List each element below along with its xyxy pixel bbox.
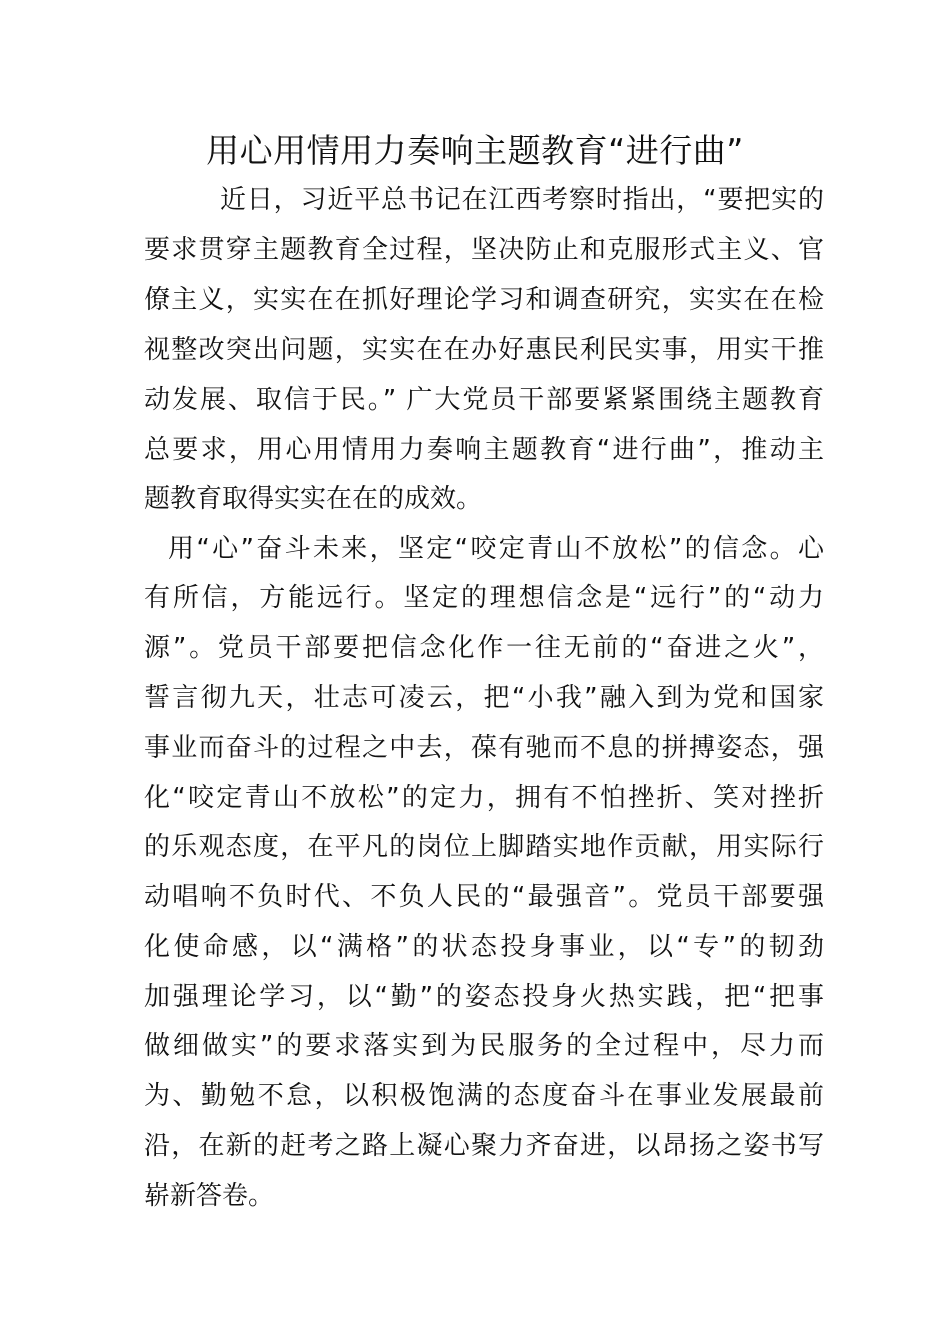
paragraph-1-line-1: 近日，习近平总书记在江西考察时指出，“要把实的 [220, 185, 824, 215]
paragraph-1-line-7: 题教育取得实实在在的成效。 [144, 484, 483, 514]
paragraph-2-line-13: 沿，在新的赶考之路上凝心聚力齐奋进，以昂扬之姿书写 [144, 1131, 824, 1161]
paragraph-1-line-6: 总要求，用心用情用力奏响主题教育“进行曲”，推动主 [144, 435, 824, 465]
paragraph-2-line-2: 有所信，方能远行。坚定的理想信念是“远行”的“动力 [144, 583, 824, 613]
paragraph-1-line-2: 要求贯穿主题教育全过程，坚决防止和克服形式主义、官 [144, 235, 824, 265]
paragraph-2-line-4: 誓言彻九天，壮志可凌云，把“小我”融入到为党和国家 [144, 683, 824, 713]
paragraph-1-line-3: 僚主义，实实在在抓好理论学习和调查研究，实实在在检 [144, 285, 824, 315]
paragraph-2-line-6: 化“咬定青山不放松”的定力，拥有不怕挫折、笑对挫折 [144, 783, 824, 813]
paragraph-2-line-9: 化使命感，以“满格”的状态投身事业，以“专”的韧劲 [144, 932, 824, 962]
paragraph-2-line-10: 加强理论学习，以“勤”的姿态投身火热实践，把“把事 [144, 982, 824, 1012]
paragraph-2-line-7: 的乐观态度，在平凡的岗位上脚踏实地作贡献，用实际行 [144, 832, 824, 862]
paragraph-2-line-5: 事业而奋斗的过程之中去，葆有驰而不息的拼搏姿态，强 [144, 733, 824, 763]
paragraph-2-line-8: 动唱响不负时代、不负人民的“最强音”。党员干部要强 [144, 882, 824, 912]
paragraph-2-line-14: 崭新答卷。 [144, 1181, 275, 1211]
paragraph-2-line-11: 做细做实”的要求落实到为民服务的全过程中，尽力而 [144, 1031, 824, 1061]
paragraph-2-line-3: 源”。党员干部要把信念化作一往无前的“奋进之火”， [144, 633, 824, 663]
paragraph-2-line-12: 为、勤勉不怠，以积极饱满的态度奋斗在事业发展最前 [144, 1081, 824, 1111]
document-title: 用心用情用力奏响主题教育“进行曲” [206, 131, 744, 170]
paragraph-1-line-4: 视整改突出问题，实实在在办好惠民利民实事，用实干推 [144, 335, 824, 365]
paragraph-1-line-5: 动发展、取信于民。” 广大党员干部要紧紧围绕主题教育 [144, 385, 824, 415]
paragraph-2-line-1: 用“心”奋斗未来，坚定“咬定青山不放松”的信念。心 [168, 534, 824, 564]
